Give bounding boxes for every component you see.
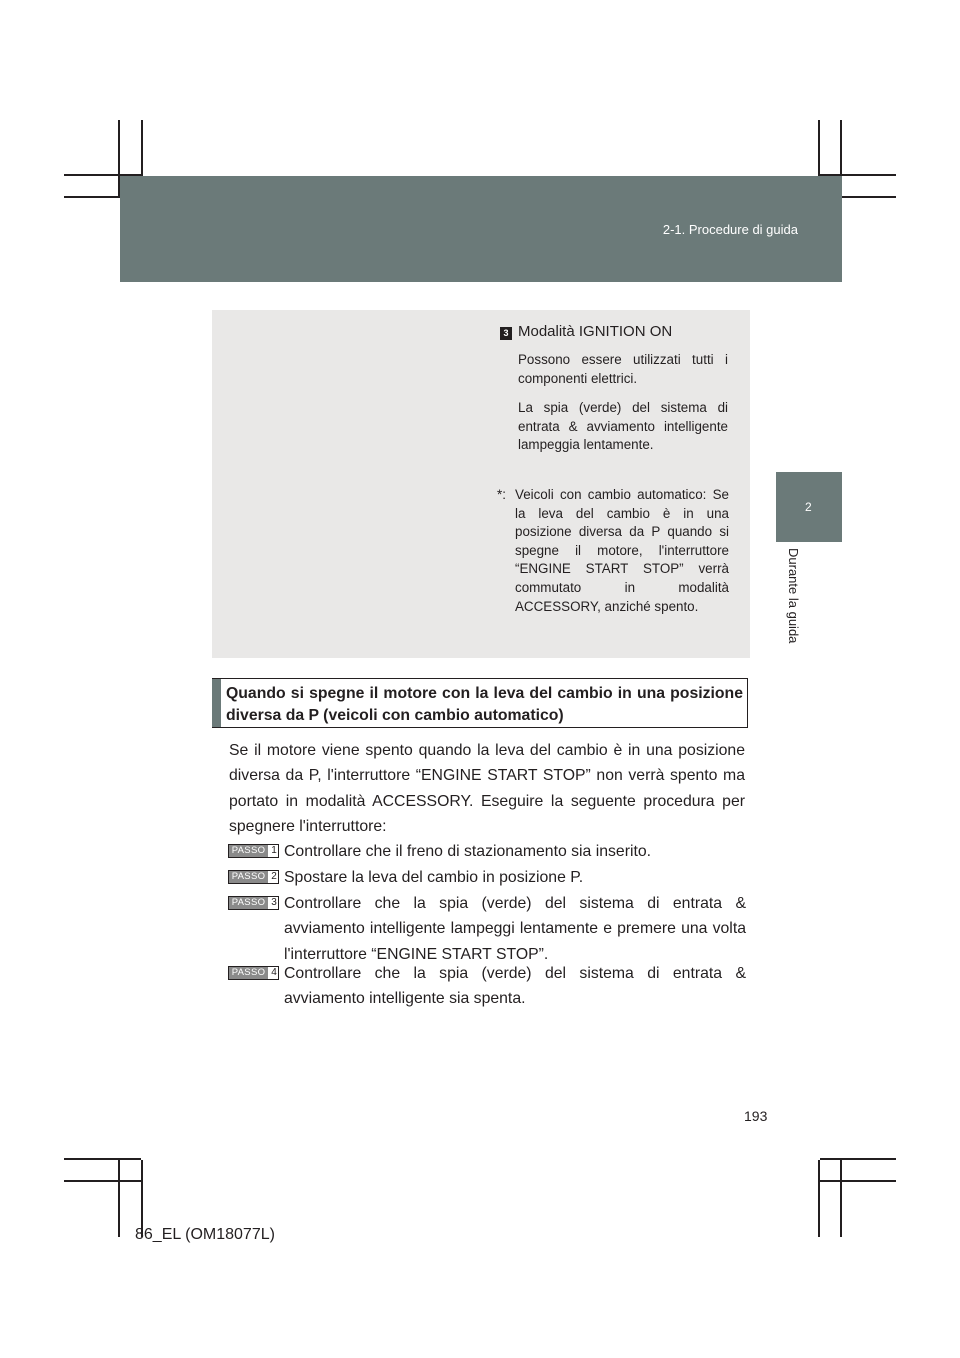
mode-description: Possono essere utilizzati tutti i componenti elettrici. xyxy=(518,352,728,386)
step-number: 4 xyxy=(271,967,277,978)
info-box xyxy=(212,310,750,658)
mode-title: Modalità IGNITION ON xyxy=(518,323,673,340)
crop-mark xyxy=(820,1180,896,1182)
step-label xyxy=(228,966,279,980)
crop-mark xyxy=(64,1180,141,1182)
step-text: Controllare che il freno di stazionamento sia inserito. xyxy=(284,843,652,860)
crop-mark xyxy=(818,1160,820,1237)
step-label xyxy=(228,844,279,858)
step-text: Controllare che la spia (verde) del sistema di entrata & avviamento intelligente sia spenta. xyxy=(284,965,746,1008)
footnote-text: Veicoli con cambio automatico: Se la leva del cambio è in una posizione diversa da P quando si spegne il motore, l'interruttore “ENGINE START STOP” verrà commutato in modalità ACCESSORY, anziché spento. xyxy=(515,487,729,614)
step-item xyxy=(228,961,746,1012)
step-item xyxy=(228,839,746,864)
step-word: PASSO xyxy=(229,871,268,883)
step-word: PASSO xyxy=(229,897,268,909)
step-number: 2 xyxy=(271,871,277,882)
crop-mark xyxy=(64,1158,141,1160)
step-text: Spostare la leva del cambio in posizione P. xyxy=(284,869,584,886)
mode-indicator-description: La spia (verde) del sistema di entrata & avviamento intelligente lampeggia lentamente. xyxy=(518,400,728,453)
page-number: 193 xyxy=(744,1108,768,1124)
header-band xyxy=(120,176,842,282)
step-item xyxy=(228,865,746,890)
heading-accent-bar xyxy=(212,679,221,727)
section-heading: Quando si spegne il motore con la leva del cambio in una posizione diversa da P (veicoli con cambio automatico) xyxy=(226,685,743,724)
crop-mark xyxy=(840,1160,842,1237)
step-number: 3 xyxy=(271,897,277,908)
footnote xyxy=(497,486,729,616)
mode-number-badge: 3 xyxy=(500,327,512,340)
chapter-tab[interactable] xyxy=(776,472,842,542)
step-word: PASSO xyxy=(229,967,268,979)
body-paragraph: Se il motore viene spento quando la leva del cambio è in una posizione diversa da P, l'interruttore “ENGINE START STOP” non verrà spento ma portato in modalità ACCESSORY. Eseguire la seguente procedura per spegnere l'interruttore: xyxy=(229,742,745,835)
step-label xyxy=(228,870,279,884)
crop-mark xyxy=(820,1158,896,1160)
document-code: 86_EL (OM18077L) xyxy=(135,1226,275,1243)
crop-mark xyxy=(118,1160,120,1237)
step-word: PASSO xyxy=(229,845,268,857)
footnote-marker: *: xyxy=(497,487,506,502)
section-title: 2-1. Procedure di guida xyxy=(662,222,798,237)
step-number: 1 xyxy=(271,845,277,856)
step-label xyxy=(228,896,279,910)
chapter-side-label xyxy=(786,548,802,658)
section-heading-box xyxy=(212,678,748,728)
chapter-label: Durante la guida xyxy=(786,548,801,644)
chapter-number: 2 xyxy=(805,500,812,514)
step-text: Controllare che la spia (verde) del sistema di entrata & avviamento intelligente lampeggi lentamente e premere una volta l'interruttore “ENGINE START STOP”. xyxy=(284,895,746,963)
step-item xyxy=(228,891,746,967)
